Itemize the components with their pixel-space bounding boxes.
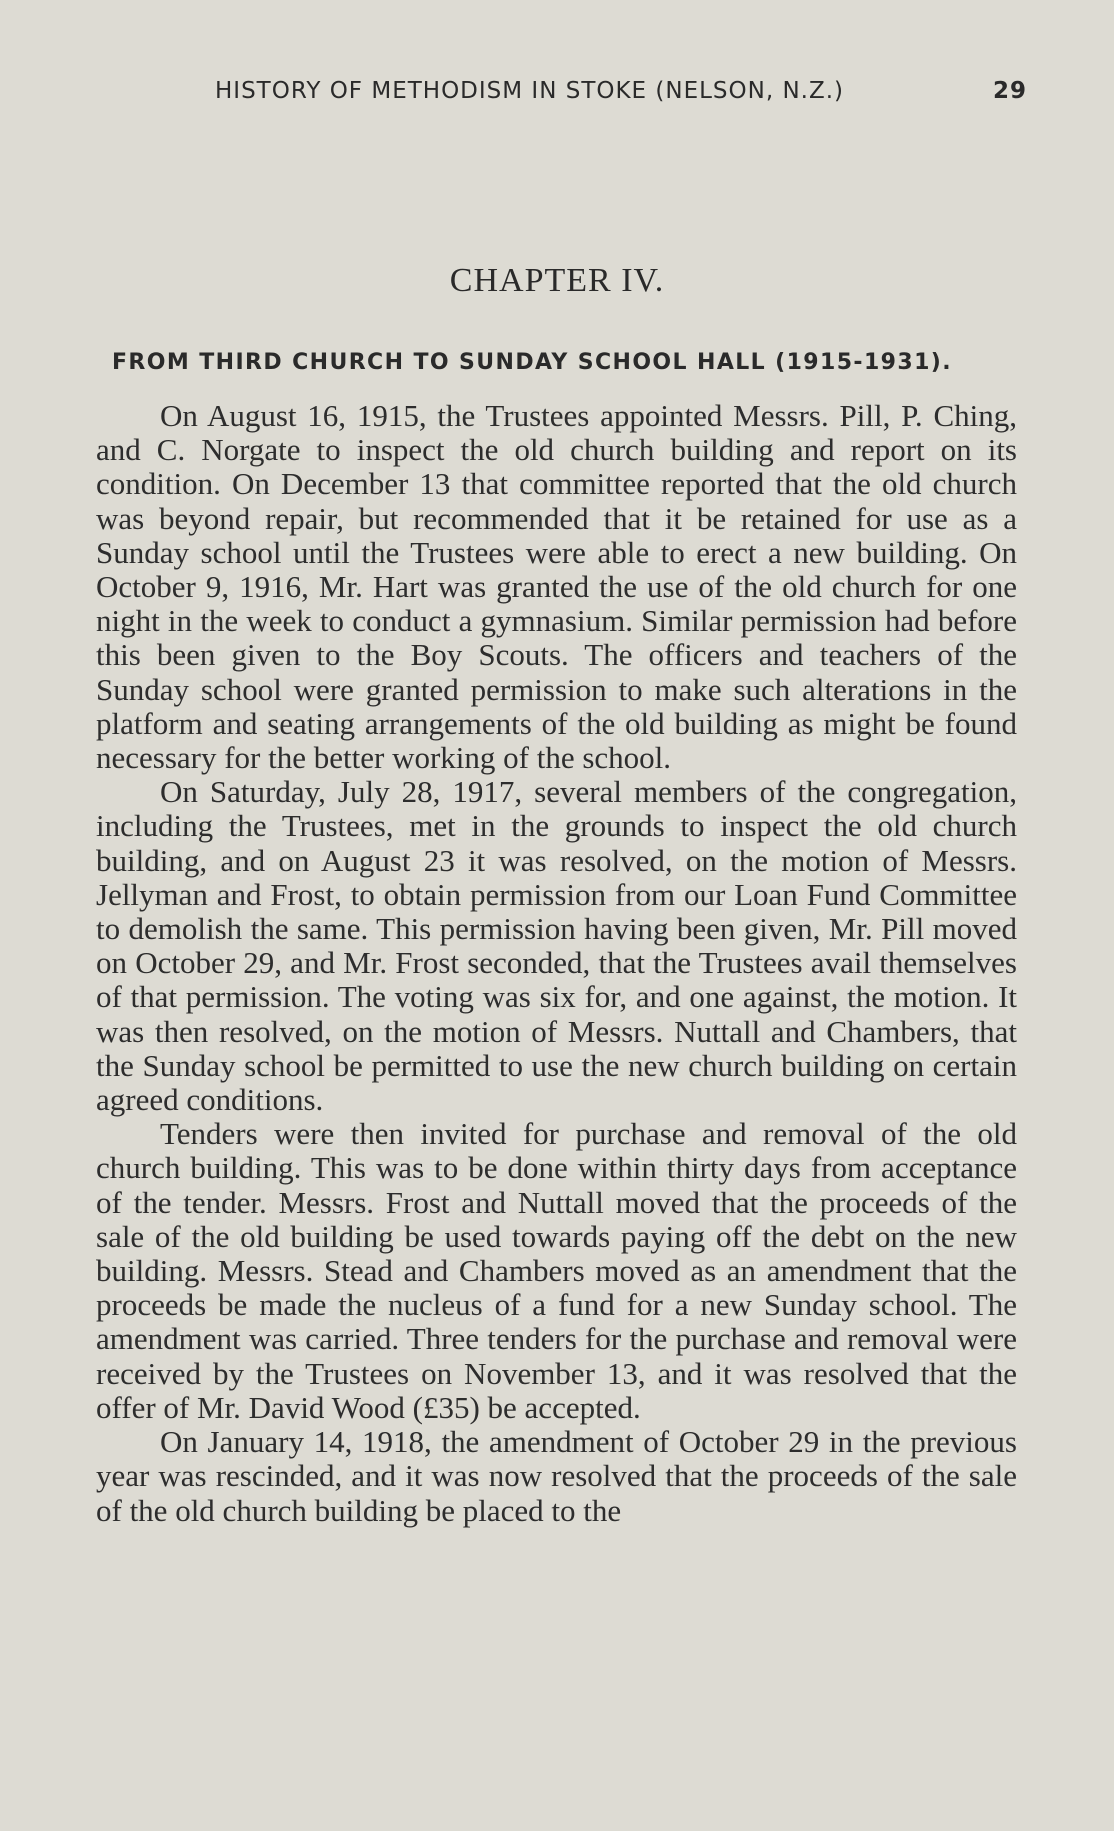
paragraph: On Saturday, July 28, 1917, several members of the congregation, including the Trustees, met in the grounds to inspect the old church building, and on August 23 it was resolved, on the motion of Messrs. Jellyman and Frost, to obtain permission from our Loan Fund Committee to demolish the same. This permission having been given, Mr. Pill moved on October 29, and Mr. Frost seconded, that the Trustees avail themselves of that permission. The voting was six for, and one against, the motion. It was then resolved, on the motion of Messrs. Nuttall and Chambers, that the Sunday school be permitted to use the new church building on certain agreed conditions. [96,774,1017,1118]
body-text [96,399,1017,1528]
paragraph: On August 16, 1915, the Trustees appointed Messrs. Pill, P. Ching, and C. Norgate to inspect the old church building and report on its condition. On December 13 that committee reported that the old church was beyond repair, but recommended that it be retained for use as a Sunday school until the Trustees were able to erect a new building. On October 9, 1916, Mr. Hart was granted the use of the old church for one night in the week to conduct a gymnasium. Similar permission had before this been given to the Boy Scouts. The officers and teachers of the Sunday school were granted permission to make such alterations in the platform and seating arrangements of the old building as might be found necessary for the better working of the school. [96,398,1017,776]
paragraph: On January 14, 1918, the amendment of October 29 in the previous year was rescinded, and it was now resolved that the proceeds of the sale of the old church building be placed to the [96,1424,1017,1528]
running-title: HISTORY OF METHODISM IN STOKE (NELSON, N.Z.) [215,78,845,104]
section-heading: FROM THIRD CHURCH TO SUNDAY SCHOOL HALL (1915-1931). [112,350,953,375]
page-number: 29 [992,78,1027,104]
paragraph: Tenders were then invited for purchase and removal of the old church building. This was to be done within thirty days from acceptance of the tender. Messrs. Frost and Nuttall moved that the proceeds of the sale of the old building be used towards paying off the debt on the new building. Messrs. Stead and Chambers moved as an amendment that the proceeds be made the nucleus of a fund for a new Sunday school. The amendment was carried. Three tenders for the purchase and removal were received by the Trustees on November 13, and it was resolved that the offer of Mr. David Wood (£35) be accepted. [96,1116,1017,1425]
running-header [215,78,1027,114]
chapter-title: CHAPTER IV. [449,262,665,299]
